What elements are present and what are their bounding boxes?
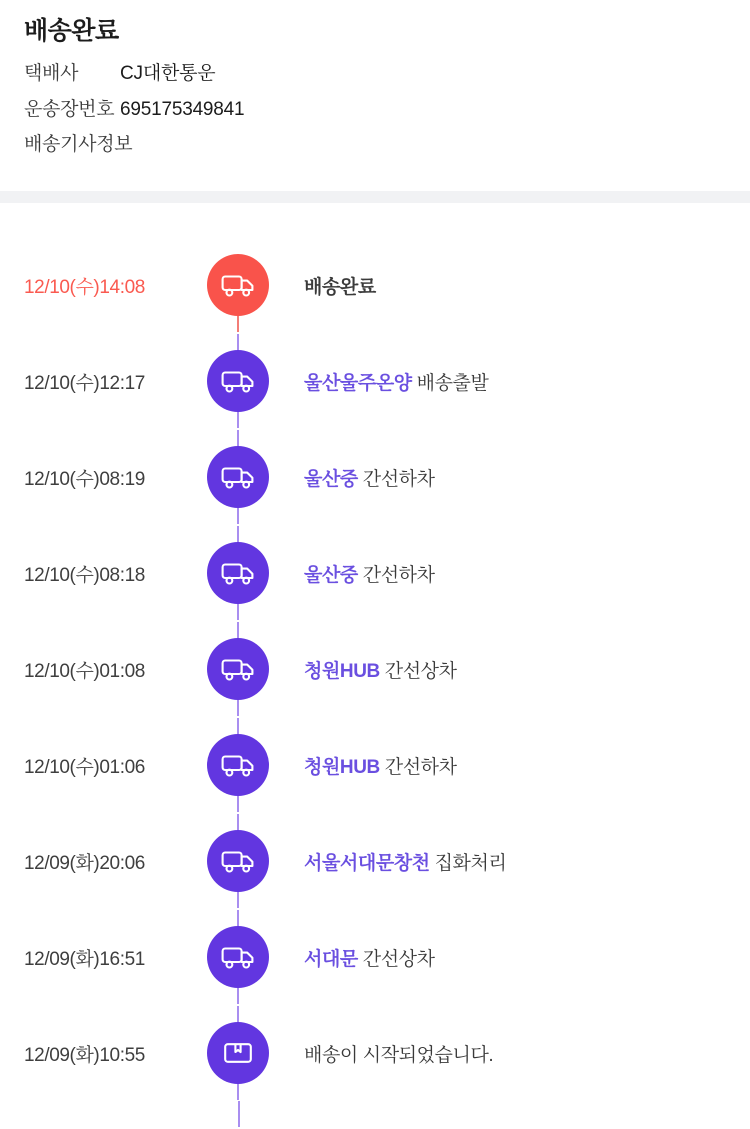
timeline-item (0, 429, 750, 525)
timeline-time: 12/09(화)10:55 (24, 1044, 145, 1066)
truck-icon (207, 350, 269, 412)
timeline-status-text (280, 944, 750, 971)
timeline-connector (196, 254, 280, 316)
page-title: 배송완료 (24, 17, 119, 45)
truck-icon (207, 734, 269, 796)
timeline-description: 간선하차 (384, 756, 457, 778)
carrier-label: 택배사 (24, 63, 79, 84)
driver-info-row[interactable] (24, 133, 726, 158)
timeline-time: 12/10(수)01:08 (24, 660, 145, 682)
timeline-status-text (280, 464, 750, 491)
tracking-number-label: 운송장번호 (24, 98, 115, 120)
timeline-status-text (280, 272, 750, 299)
truck-icon (207, 254, 269, 316)
timeline-status-text (280, 656, 750, 683)
timeline-description: 배송완료 (304, 276, 376, 298)
timeline-item (0, 237, 750, 333)
timeline-place: 서울서대문창천 (304, 852, 430, 874)
timeline-item (0, 525, 750, 621)
timeline-place: 청원HUB (304, 660, 380, 682)
delivery-timeline (0, 203, 750, 1101)
timeline-connector (196, 734, 280, 796)
section-divider (0, 191, 750, 203)
timeline-status-text (280, 752, 750, 779)
timeline-description: 간선상차 (362, 948, 435, 970)
truck-icon (207, 830, 269, 892)
timeline-description: 배송출발 (416, 372, 489, 394)
timeline-place: 서대문 (304, 948, 358, 970)
truck-icon (207, 638, 269, 700)
timeline-time: 12/09(화)20:06 (24, 852, 145, 874)
timeline-description: 간선하차 (362, 564, 435, 586)
timeline-item (0, 909, 750, 1005)
tracking-number-row (24, 98, 726, 123)
timeline-status-text (280, 560, 750, 587)
timeline-description: 배송이 시작되었습니다. (304, 1044, 494, 1066)
timeline-connector (196, 830, 280, 892)
timeline-status-text (280, 1040, 750, 1067)
timeline-time: 12/10(수)14:08 (24, 276, 145, 298)
carrier-value: CJ대한통운 (120, 63, 216, 84)
timeline-description: 간선하차 (362, 468, 435, 490)
timeline-connector (196, 638, 280, 700)
timeline-place: 울산울주온양 (304, 372, 412, 394)
timeline-place: 울산중 (304, 468, 358, 490)
timeline-item (0, 717, 750, 813)
timeline-time: 12/10(수)08:18 (24, 564, 145, 586)
timeline-status-text (280, 848, 750, 875)
driver-info-label: 배송기사정보 (24, 134, 133, 156)
timeline-connector (196, 446, 280, 508)
timeline-description: 집화처리 (434, 852, 507, 874)
timeline-time: 12/10(수)12:17 (24, 372, 145, 394)
tracking-number-value: 695175349841 (120, 98, 245, 120)
timeline-time: 12/10(수)01:06 (24, 756, 145, 778)
timeline-tail-line (0, 1101, 750, 1127)
timeline-time: 12/10(수)08:19 (24, 468, 145, 490)
timeline-item (0, 333, 750, 429)
timeline-place: 청원HUB (304, 756, 380, 778)
timeline-status-text (280, 368, 750, 395)
carrier-row (24, 62, 726, 87)
truck-icon (207, 926, 269, 988)
timeline-item (0, 1005, 750, 1101)
timeline-connector (196, 350, 280, 412)
timeline-place: 울산중 (304, 564, 358, 586)
delivery-header (0, 0, 750, 191)
timeline-item (0, 621, 750, 717)
timeline-time: 12/09(화)16:51 (24, 948, 145, 970)
box-icon (207, 1022, 269, 1084)
timeline-connector (196, 1022, 280, 1084)
timeline-connector (196, 542, 280, 604)
timeline-connector (196, 926, 280, 988)
truck-icon (207, 542, 269, 604)
truck-icon (207, 446, 269, 508)
timeline-description: 간선상차 (384, 660, 457, 682)
timeline-item (0, 813, 750, 909)
